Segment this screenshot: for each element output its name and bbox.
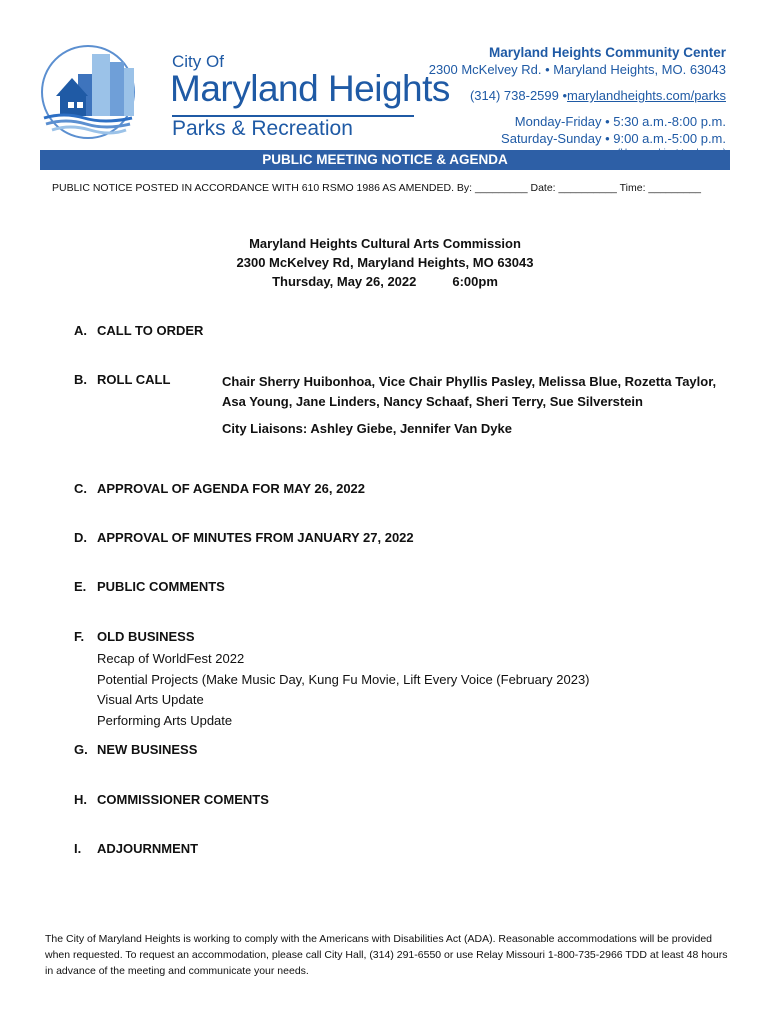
agenda-item-roll-call	[74, 372, 170, 387]
agenda-letter: D.	[74, 530, 87, 545]
list-item: Recap of WorldFest 2022	[97, 651, 245, 666]
meeting-datetime	[0, 272, 770, 291]
roll-call-members: Chair Sherry Huibonhoa, Vice Chair Phyllis Pasley, Melissa Blue, Rozetta Taylor, Asa Young, Jane Linders, Nancy Schaaf, Sheri Terry, Sue Silverstein	[222, 374, 717, 409]
list-item: Performing Arts Update	[97, 712, 233, 728]
meeting-address: 2300 McKelvey Rd, Maryland Heights, MO 63043	[236, 255, 534, 270]
agenda-title: NEW BUSINESS	[97, 742, 198, 757]
agenda-item-commissioner-comments	[74, 792, 269, 807]
city-liaisons: City Liaisons: Ashley Giebe, Jennifer Van Dyke	[222, 421, 512, 436]
agenda-letter: B.	[74, 372, 87, 387]
agenda-title: PUBLIC COMMENTS	[97, 579, 225, 594]
agenda-title: APPROVAL OF MINUTES FROM JANUARY 27, 2022	[97, 530, 414, 545]
agenda-title: ROLL CALL	[97, 372, 171, 387]
agenda-title: APPROVAL OF AGENDA FOR MAY 26, 2022	[97, 481, 366, 496]
contact-block	[429, 44, 726, 159]
old-business-list	[97, 649, 590, 731]
agenda-letter: C.	[74, 481, 87, 496]
agenda-letter: E.	[74, 579, 87, 594]
agenda-item-new-business	[74, 742, 197, 757]
agenda-item-old-business	[74, 629, 195, 644]
hours-weekend: Saturday-Sunday • 9:00 a.m.-5:00 p.m.	[501, 131, 726, 146]
agenda-item-public-comments	[74, 579, 225, 594]
meeting-date: Thursday, May 26, 2022	[272, 274, 417, 289]
phone-number: (314) 738-2599 •	[469, 88, 568, 103]
logo-department: Parks & Recreation	[172, 117, 353, 140]
list-item: Visual Arts Update	[97, 692, 204, 707]
agenda-letter: I.	[74, 841, 82, 856]
logo-city-name: Maryland Heights	[170, 68, 450, 109]
agenda-letter: A.	[74, 323, 87, 338]
ada-statement: The City of Maryland Heights is working to comply with the Americans with Disabilities Act (ADA). Reasonable accommodations will be provided when requested. To request an accommodation, please call City Hall, (314) 291-6550 or use Relay Missouri 1-800-735-2966 TDD at least 48 hours in advance of the meeting and communicate your needs.	[45, 933, 728, 977]
logo-city-of: City Of	[172, 52, 224, 71]
city-logo	[40, 44, 450, 144]
agenda-item-call-to-order	[74, 323, 203, 338]
agenda-title: COMMISSIONER COMENTS	[97, 792, 269, 807]
agenda-item-approval-agenda	[74, 481, 365, 496]
agenda-title: ADJOURNMENT	[97, 841, 199, 856]
agenda-letter: F.	[74, 629, 85, 644]
list-item: Potential Projects (Make Music Day, Kung Fu Movie, Lift Every Voice (February 2023)	[97, 671, 590, 687]
community-center-name: Maryland Heights Community Center	[488, 45, 726, 60]
agenda-item-approval-minutes	[74, 530, 414, 545]
agenda-letter: G.	[74, 742, 88, 757]
center-address: 2300 McKelvey Rd. • Maryland Heights, MO. 63043	[428, 62, 726, 77]
commission-name: Maryland Heights Cultural Arts Commission	[249, 236, 521, 251]
posting-statement: PUBLIC NOTICE POSTED IN ACCORDANCE WITH 610 RSMO 1986 AS AMENDED. By: _________ Date: __________ Time: _________	[52, 182, 701, 194]
meeting-header	[0, 234, 770, 291]
notice-banner: PUBLIC MEETING NOTICE & AGENDA	[40, 150, 730, 170]
skyline-circle-icon	[40, 44, 170, 144]
agenda-item-adjournment	[74, 841, 198, 856]
hours-weekday: Monday-Friday • 5:30 a.m.-8:00 p.m.	[514, 114, 726, 129]
agenda-letter: H.	[74, 792, 87, 807]
agenda-title: OLD BUSINESS	[97, 629, 195, 644]
agenda-title: CALL TO ORDER	[97, 323, 204, 338]
website-link[interactable]: marylandheights.com/parks	[567, 88, 726, 103]
phone-and-website	[429, 87, 726, 104]
meeting-time: 6:00pm	[452, 274, 498, 289]
